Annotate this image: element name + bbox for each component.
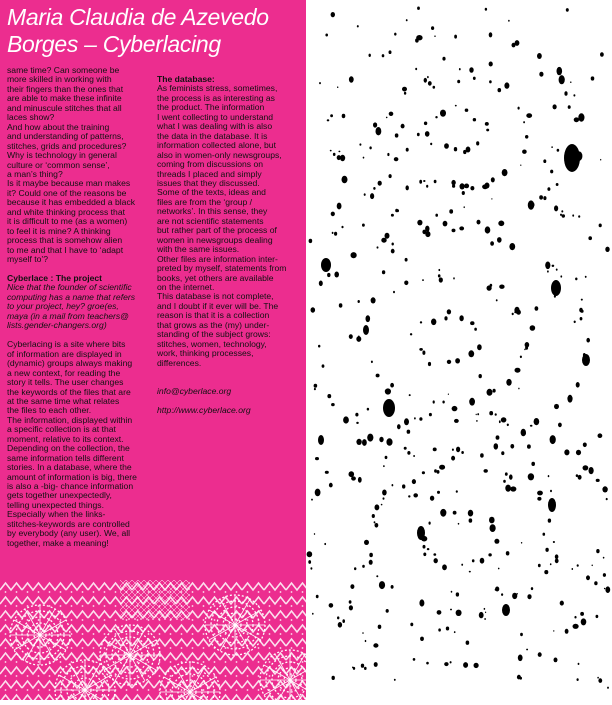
right-text-column xyxy=(157,75,304,415)
title-line-2: Borges – Cyberlacing xyxy=(7,31,221,57)
project-quote: Nice that the founder of scientific computing has a name that refers to your project, hey? groe(es, maya (in a mail from teachers@ lists.gender-changers.org) xyxy=(7,282,136,331)
page-title xyxy=(7,4,303,58)
intro-paragraph: same time? Can someone be more skilled in working with their fingers than the ones that are able to make these infinite and minuscule stitches that all laces show? And how about the training and understanding of patterns, stitches, grids and procedures? Why is technology in general culture or ‘common sense’, a man’s thing? Is it maybe because man makes it? Could one of the reasons be because it has embedded a black and white thinking process that it is difficult to me (as a women) to feel it is mine? A thinking process that is somehow alien to me and that I have to ‘adapt myself to’? xyxy=(7,65,136,265)
website-link[interactable]: http://www.cyberlace.org xyxy=(157,405,251,415)
left-text-column xyxy=(7,66,152,548)
pink-text-panel xyxy=(0,0,306,580)
lace-pattern-graphic xyxy=(0,580,306,700)
cyberlacing-paragraph: Cyberlacing is a site where bits of information are displayed in (dynamic) groups always making a new context, for reading the story it tells. The user changes the keywords of the files that are at the same time what relates the files to each other. The information, displayed within a specific collection is at that moment, relative to its context. Depending on the collection, the same information tells different stories. In a database, where the amount of information is big, there is also a -big- chance information gets together unexpectedly, telling unexpected things. Especially when the links- stitches-keywords are controlled by everybody (any user). We, all together, make a meaning! xyxy=(7,339,137,548)
project-heading: Cyberlace : The project xyxy=(7,273,103,284)
lace-pattern-image xyxy=(0,580,306,700)
contact-email[interactable]: info@cyberlace.org xyxy=(157,386,232,397)
dot-pattern-artwork xyxy=(306,0,612,700)
dot-pattern-graphic xyxy=(306,0,612,700)
database-paragraph: As feminists stress, sometimes, the process is as interesting as the product. The information I went collecting to understand what I was dealing with is also the data in the database. It is information collected alone, but also in women-only newsgroups, coming from discussions on threads I placed and simply issues that they discussed. Some of the texts, ideas and files are from the ‘group / networks’. In this sense, they are not scientific statements but rather part of the process of women in newsgroups dealing with the same issues. Other files are information inter- preted by myself, statements from books, yet others are available on the internet. This database is not complete, and I doubt if it ever will be. The reason is that it is a collection that grows as the (my) under- standing of the subject grows: stitches, women, technology, work, thinking processes, differences. xyxy=(157,83,287,368)
title-line-1: Maria Claudia de Azevedo xyxy=(7,4,269,30)
database-heading: The database: xyxy=(157,74,215,84)
